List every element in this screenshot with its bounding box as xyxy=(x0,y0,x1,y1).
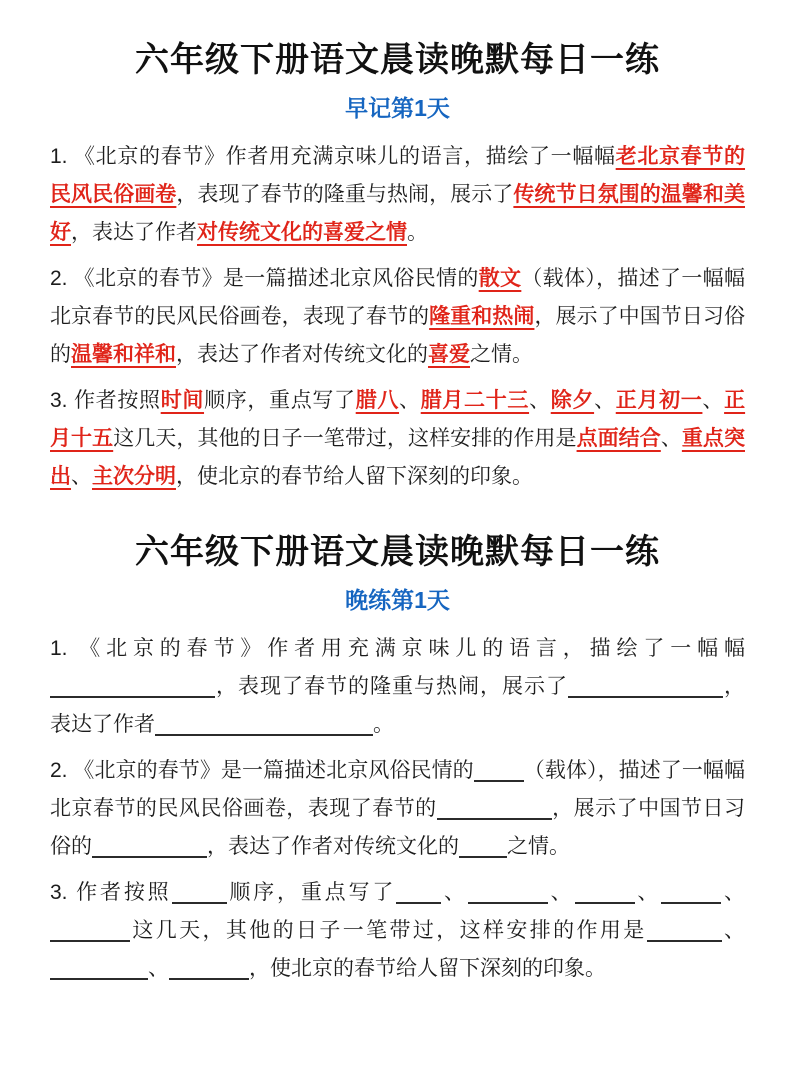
subtitle-morning-day1: 早记第1天 xyxy=(345,95,450,122)
fill-blank xyxy=(92,855,207,858)
body-text: 。 xyxy=(407,221,428,245)
answer-text: 时间 xyxy=(160,389,205,413)
body-text: ，表现了春节的隆重与热闹，展示了 xyxy=(176,183,514,207)
paragraph-list-evening xyxy=(50,630,745,988)
body-text: 、 xyxy=(441,881,468,905)
answer-text: 老北京春节的民风民俗画卷 xyxy=(50,145,746,207)
fill-blank xyxy=(575,901,635,904)
fill-blank xyxy=(647,939,722,942)
body-text: 这几天，其他的日子一笔带过，这样安排的作用是 xyxy=(113,427,577,451)
answer-text: 点面结合 xyxy=(576,427,661,451)
body-text: 、 xyxy=(71,465,92,489)
paragraph xyxy=(50,260,745,374)
fill-blank xyxy=(661,901,721,904)
body-text: ，表达了作者对传统文化的 xyxy=(207,835,459,859)
body-text: 。 xyxy=(373,713,394,737)
body-text: ，展示了中国节日习俗的 xyxy=(50,305,745,367)
body-text: ，使北京的春节给人留下深刻的印象。 xyxy=(249,957,606,981)
body-text: 1. 《北京的春节》作者用充满京味儿的语言，描绘了一幅幅 xyxy=(50,145,616,169)
body-text: ，使北京的春节给人留下深刻的印象。 xyxy=(176,465,533,489)
fill-blank xyxy=(437,817,552,820)
answer-text: 腊月二十三 xyxy=(420,389,530,413)
body-text: ，表现了春节的隆重与热闹，展示了 xyxy=(215,675,568,699)
body-text: 1. 《北京的春节》作者用充满京味儿的语言，描绘了一幅幅 xyxy=(50,637,745,661)
paragraph xyxy=(50,138,745,252)
body-text: 3. 作者按照 xyxy=(50,389,161,413)
fill-blank xyxy=(50,695,215,698)
answer-text: 隆重和热闹 xyxy=(429,305,535,329)
paragraph xyxy=(50,630,745,744)
body-text: 、 xyxy=(721,881,746,905)
body-text: 3. 作者按照 xyxy=(50,881,172,905)
body-text: 、 xyxy=(634,881,662,905)
body-text: 、 xyxy=(594,389,616,413)
answer-text: 主次分明 xyxy=(92,465,176,489)
body-text: 、 xyxy=(721,919,745,943)
answer-text: 正月初一 xyxy=(615,389,703,413)
body-text: 2. 《北京的春节》是一篇描述北京风俗民情的 xyxy=(50,267,479,291)
body-text: ，表达了作者对传统文化的 xyxy=(176,343,428,367)
body-text: ，表达了作者 xyxy=(71,221,197,245)
answer-text: 重点突出 xyxy=(50,427,745,489)
answer-text: 传统节日氛围的温馨和美好 xyxy=(50,183,745,245)
body-text: 、 xyxy=(399,389,421,413)
answer-text: 喜爱 xyxy=(428,343,470,367)
paragraph xyxy=(50,752,745,866)
body-text: 、 xyxy=(529,389,551,413)
body-text: 之情。 xyxy=(507,835,570,859)
section-evening-practice xyxy=(50,530,745,988)
body-text: 顺序，重点写了 xyxy=(204,389,356,413)
section-morning-recite xyxy=(50,38,745,496)
answer-text: 温馨和祥和 xyxy=(71,343,176,367)
answer-text: 除夕 xyxy=(550,389,595,413)
body-text: 2. 《北京的春节》是一篇描述北京风俗民情的 xyxy=(50,759,474,783)
fill-blank xyxy=(50,977,148,980)
subtitle-evening-day1: 晚练第1天 xyxy=(345,587,450,614)
paragraph xyxy=(50,874,745,988)
fill-blank xyxy=(396,901,441,904)
paragraph-list-morning xyxy=(50,138,745,496)
fill-blank xyxy=(155,733,373,736)
body-text: 这几天，其他的日子一笔带过，这样安排的作用是 xyxy=(130,919,647,943)
body-text: 、 xyxy=(702,389,725,413)
fill-blank xyxy=(459,855,507,858)
worksheet-title: 六年级下册语文晨读晚默每日一练 xyxy=(135,533,660,572)
body-text: 、 xyxy=(660,427,682,451)
fill-blank xyxy=(172,901,227,904)
answer-text: 散文 xyxy=(478,267,522,291)
fill-blank xyxy=(50,939,130,942)
body-text: （载体），描述了一幅幅北京春节的民风民俗画卷，表现了春节的 xyxy=(50,267,745,329)
body-text: ，展示了中国节日习俗的 xyxy=(50,797,746,859)
body-text: （载体），描述了一幅幅北京春节的民风民俗画卷，表现了春节的 xyxy=(50,759,745,821)
answer-text: 对传统文化的喜爱之情 xyxy=(197,221,407,245)
body-text: ，表达了作者 xyxy=(50,675,745,737)
body-text: 顺序，重点写了 xyxy=(226,881,397,905)
answer-text: 正月十五 xyxy=(50,389,746,451)
fill-blank xyxy=(169,977,249,980)
body-text: 之情。 xyxy=(470,343,533,367)
fill-blank xyxy=(468,901,548,904)
body-text: 、 xyxy=(547,881,575,905)
paragraph xyxy=(50,382,745,496)
fill-blank xyxy=(568,695,723,698)
fill-blank xyxy=(474,779,524,782)
worksheet-title: 六年级下册语文晨读晚默每日一练 xyxy=(135,41,660,79)
body-text: 、 xyxy=(148,957,169,981)
answer-text: 腊八 xyxy=(355,389,400,413)
